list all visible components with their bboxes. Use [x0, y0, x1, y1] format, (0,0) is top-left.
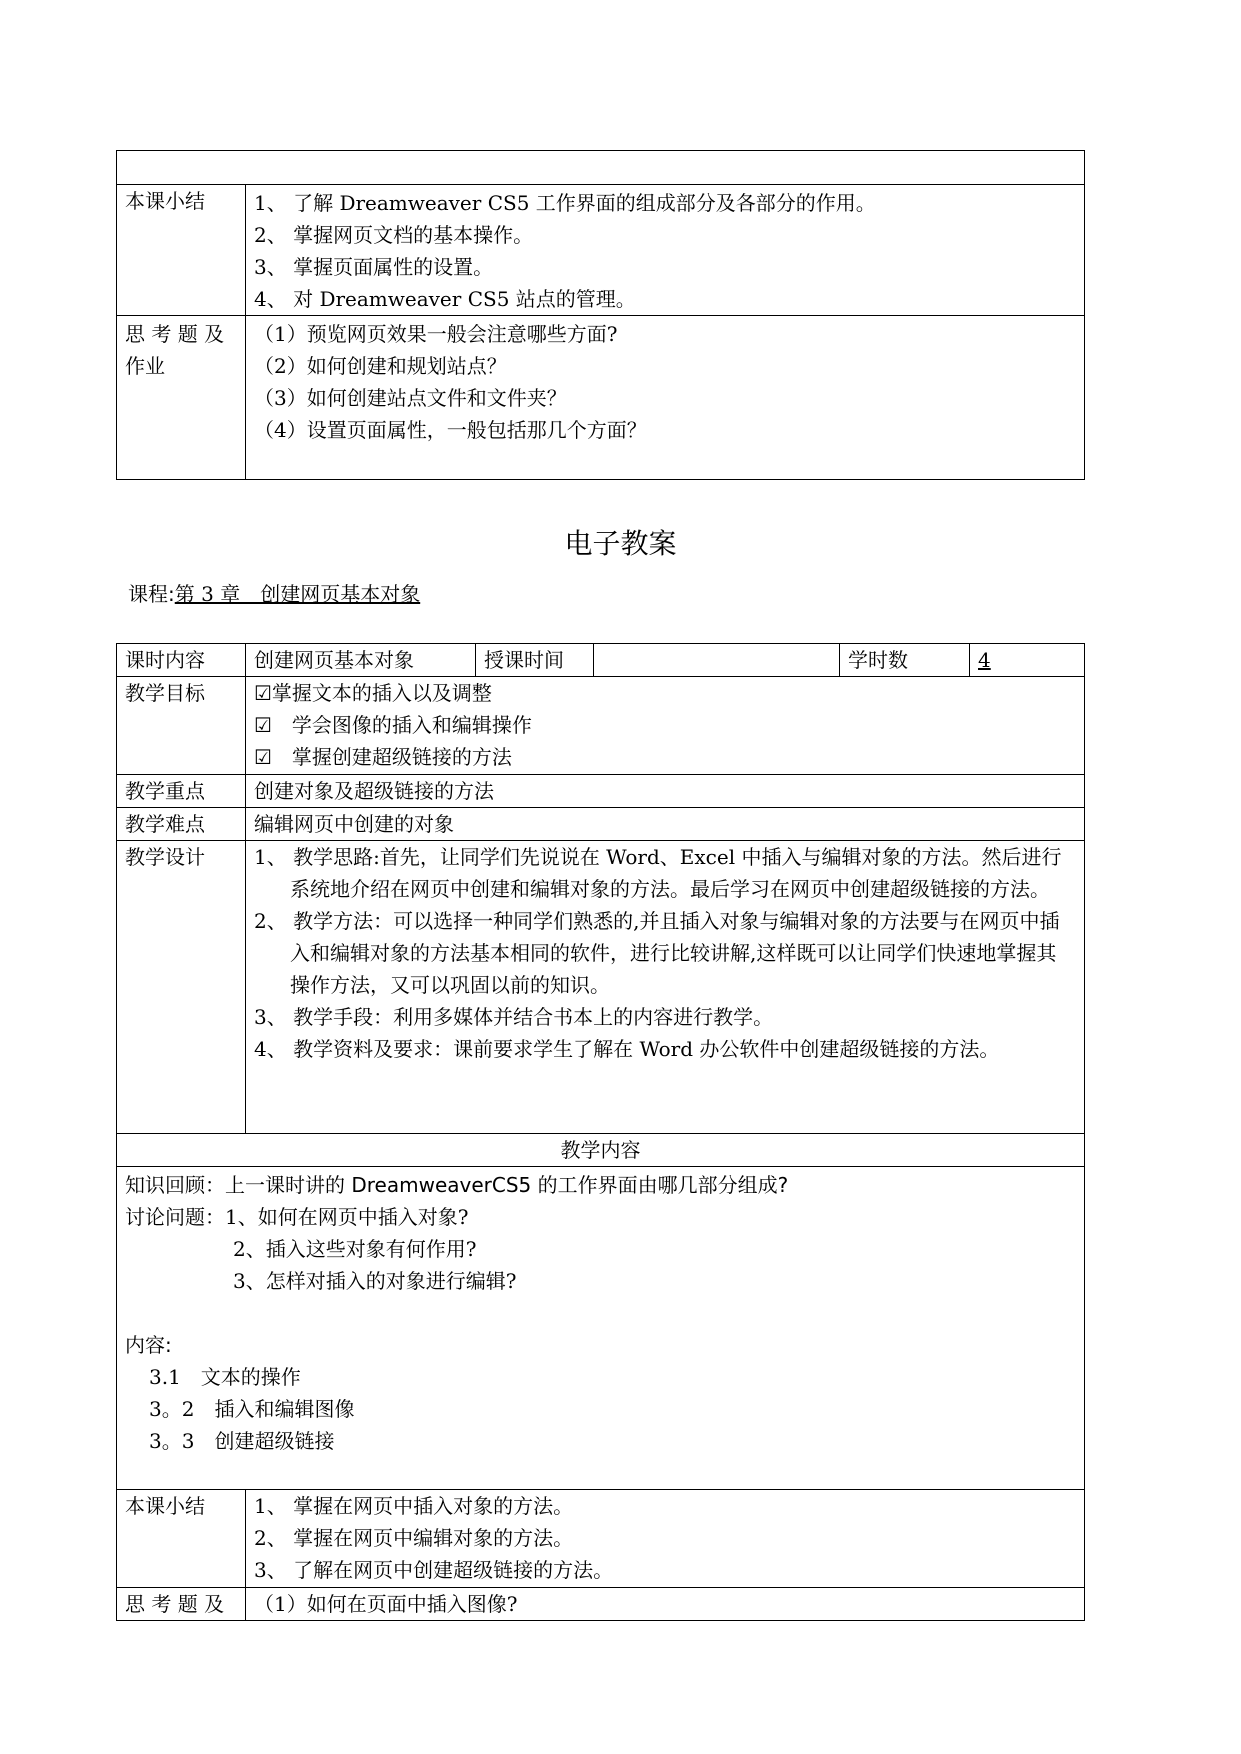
- discuss-item: 2、插入这些对象有何作用?: [233, 1237, 477, 1261]
- time-value: [594, 644, 840, 677]
- review-line: [125, 1169, 1076, 1201]
- summary-item: 2、 掌握在网页中编辑对象的方法。: [254, 1526, 574, 1550]
- page-title: 电子教案: [564, 527, 677, 560]
- homework-content: [246, 316, 1085, 480]
- summary-item: 3、 掌握页面属性的设置。: [254, 255, 494, 279]
- homework-item: （3）如何创建站点文件和文件夹？: [254, 386, 567, 410]
- content-sub-label: 内容:: [125, 1333, 172, 1357]
- homework-label: [117, 316, 246, 480]
- content-value: 创建网页基本对象: [246, 644, 476, 677]
- teaching-content-row: [117, 1167, 1085, 1490]
- time-label: 授课时间: [476, 644, 594, 677]
- teaching-content: [117, 1167, 1085, 1490]
- goals-content: [246, 677, 1085, 775]
- blank-row: [117, 151, 1085, 185]
- summary-label: 本课小结: [117, 185, 246, 316]
- difficult-row: [117, 808, 1085, 841]
- previous-lesson-table: [116, 150, 1085, 480]
- design-item: 1、 教学思路:首先，让同学们先说说在 Word、Excel 中插入与编辑对象的方法。然后进行系统地介绍在网页中创建和编辑对象的方法。最后学习在网页中创建超级链接的方法。: [254, 845, 1062, 901]
- spacer: [125, 1297, 1076, 1329]
- discuss-item: 1、如何在网页中插入对象?: [225, 1205, 469, 1229]
- difficult-value: 编辑网页中创建的对象: [246, 808, 1085, 841]
- section-item: 3。3 创建超级链接: [149, 1429, 335, 1453]
- summary-item: 3、 了解在网页中创建超级链接的方法。: [254, 1558, 614, 1582]
- design-content: [246, 841, 1085, 1134]
- course-line: [128, 578, 420, 607]
- content-label: 课时内容: [117, 644, 246, 677]
- blank-cell: [117, 151, 1085, 185]
- hours-value: 4: [970, 644, 1085, 677]
- lesson-plan-table: [116, 643, 1085, 1621]
- design-item: 2、 教学方法：可以选择一种同学们熟悉的,并且插入对象与编辑对象的方法要与在网页中插入和编辑对象的方法基本相同的软件，进行比较讲解,这样既可以让同学们快速地掌握其操作方法，又可以巩固以前的知识。: [254, 909, 1060, 997]
- difficult-label: 教学难点: [117, 808, 246, 841]
- summary-item: 1、 了解 Dreamweaver CS5 工作界面的组成部分及各部分的作用。: [254, 191, 876, 215]
- summary-label: 本课小结: [117, 1490, 246, 1588]
- homework-label-line: 思 考 题 及: [125, 322, 225, 346]
- summary-content: [246, 1490, 1085, 1588]
- homework-content: [246, 1588, 1085, 1621]
- summary-item: 2、 掌握网页文档的基本操作。: [254, 223, 534, 247]
- homework-item: （4）设置页面属性，一般包括那几个方面？: [254, 418, 647, 442]
- key-row: [117, 775, 1085, 808]
- discuss-item: 3、怎样对插入的对象进行编辑?: [233, 1269, 517, 1293]
- goal-item: ☑ 学会图像的插入和编辑操作: [254, 713, 532, 737]
- homework-label-line: 作业: [125, 354, 165, 378]
- hours-label: 学时数: [840, 644, 970, 677]
- key-value: 创建对象及超级链接的方法: [246, 775, 1085, 808]
- homework-item: （1）预览网页效果一般会注意哪些方面?: [254, 322, 618, 346]
- goal-item: ☑掌握文本的插入以及调整: [254, 681, 492, 705]
- review-text: 上一课时讲的 DreamweaverCS5 的工作界面由哪几部分组成?: [225, 1173, 789, 1197]
- goal-item: ☑ 掌握创建超级链接的方法: [254, 745, 512, 769]
- design-item: 4、 教学资料及要求：课前要求学生了解在 Word 办公软件中创建超级链接的方法。: [254, 1037, 1000, 1061]
- review-label: 知识回顾：: [125, 1173, 225, 1197]
- section-item: 3.1 文本的操作: [149, 1365, 301, 1389]
- homework-item: （2）如何创建和规划站点？: [254, 354, 507, 378]
- content-header-row: [117, 1134, 1085, 1167]
- design-item: 3、 教学手段：利用多媒体并结合书本上的内容进行教学。: [254, 1005, 774, 1029]
- summary-row: [117, 185, 1085, 316]
- goals-label: 教学目标: [117, 677, 246, 775]
- homework-item: （1）如何在页面中插入图像?: [254, 1592, 518, 1616]
- section-item: 3。2 插入和编辑图像: [149, 1397, 355, 1421]
- summary-item: 1、 掌握在网页中插入对象的方法。: [254, 1494, 574, 1518]
- homework-row: [117, 316, 1085, 480]
- homework-row: [117, 1588, 1085, 1621]
- course-label: 课程:: [128, 582, 175, 606]
- key-label: 教学重点: [117, 775, 246, 808]
- goals-row: [117, 677, 1085, 775]
- course-value: 第 3 章 创建网页基本对象: [174, 582, 421, 606]
- summary-item: 4、 对 Dreamweaver CS5 站点的管理。: [254, 287, 636, 311]
- content-row: [117, 644, 1085, 677]
- discuss-line: [125, 1201, 1076, 1233]
- discuss-label: 讨论问题：: [125, 1205, 225, 1229]
- homework-label: 思 考 题 及: [117, 1588, 246, 1621]
- summary-row: [117, 1490, 1085, 1588]
- content-header: 教学内容: [117, 1134, 1085, 1167]
- design-label: 教学设计: [117, 841, 246, 1134]
- design-row: [117, 841, 1085, 1134]
- summary-content: [246, 185, 1085, 316]
